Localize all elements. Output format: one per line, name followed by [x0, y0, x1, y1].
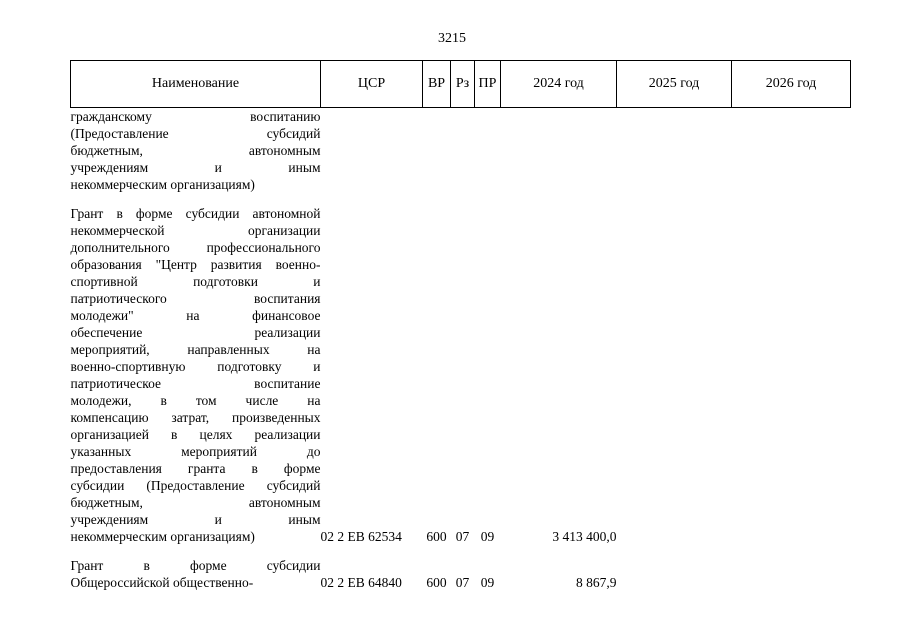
name-line: спортивной подготовки и	[70, 274, 321, 289]
header-2025: 2025 год	[617, 61, 732, 108]
header-csr: ЦСР	[321, 61, 423, 108]
table-header	[71, 61, 851, 108]
name-line: некоммерческим организациям)	[70, 529, 255, 544]
name-line: учреждениям и иным	[70, 160, 321, 175]
header-pr: ПР	[475, 61, 501, 108]
name-line: некоммерческой организации	[70, 223, 321, 238]
row-y2024-cell	[501, 108, 617, 194]
row-name-cell	[71, 557, 321, 591]
name-line: образования "Центр развития военно-	[70, 257, 321, 272]
table-row	[71, 205, 851, 545]
row-y2025-cell	[617, 557, 732, 591]
header-vr: ВР	[423, 61, 451, 108]
row-y2024-cell: 3 413 400,0	[552, 529, 617, 544]
row-y2024-cell: 8 867,9	[576, 575, 617, 590]
table-body	[71, 108, 851, 592]
row-y2026-cell	[732, 205, 851, 545]
name-line: субсидии (Предоставление субсидий	[70, 478, 321, 493]
row-vr-cell	[423, 108, 451, 194]
name-line: бюджетным, автономным	[70, 143, 321, 158]
table-row	[71, 108, 851, 194]
name-line: Грант в форме субсидии автономной	[70, 206, 321, 221]
row-y2026-cell	[732, 108, 851, 194]
budget-table	[70, 60, 851, 591]
row-csr-cell	[321, 108, 423, 194]
row-spacer	[71, 545, 851, 557]
row-pr-cell: 09	[480, 529, 495, 544]
name-line: молодежи, в том числе на	[70, 393, 321, 408]
row-rz-cell	[451, 108, 475, 194]
row-pr-cell: 09	[480, 575, 495, 590]
name-line: военно-спортивную подготовку и	[70, 359, 321, 374]
row-y2026-cell	[732, 557, 851, 591]
name-line: компенсацию затрат, произведенных	[70, 410, 321, 425]
name-line: патриотическое воспитание	[70, 376, 321, 391]
name-line: мероприятий, направленных на	[70, 342, 321, 357]
row-y2025-cell	[617, 108, 732, 194]
name-line: указанных мероприятий до	[70, 444, 321, 459]
page-number: 3215	[438, 31, 466, 46]
name-line: (Предоставление субсидий	[70, 126, 321, 141]
name-line: обеспечение реализации	[70, 325, 321, 340]
header-2024: 2024 год	[501, 61, 617, 108]
name-line: учреждениям и иным	[70, 512, 321, 527]
name-line: Общероссийской общественно-	[70, 575, 254, 590]
header-rz: Рз	[451, 61, 475, 108]
row-spacer	[71, 193, 851, 205]
name-line: предоставления гранта в форме	[70, 461, 321, 476]
name-line: Грант в форме субсидии	[70, 558, 321, 573]
row-rz-cell: 07	[455, 575, 470, 590]
row-y2025-cell	[617, 205, 732, 545]
row-name-cell	[71, 108, 321, 194]
name-line: некоммерческим организациям)	[70, 177, 255, 192]
row-vr-cell: 600	[426, 575, 447, 590]
row-csr-cell: 02 2 ЕВ 64840	[320, 575, 402, 590]
row-csr-cell: 02 2 ЕВ 62534	[320, 529, 402, 544]
header-2026: 2026 год	[732, 61, 851, 108]
name-line: дополнительного профессионального	[70, 240, 321, 255]
row-vr-cell: 600	[426, 529, 447, 544]
table-row	[71, 557, 851, 591]
name-line: молодежи" на финансовое	[70, 308, 321, 323]
name-line: гражданскому воспитанию	[70, 109, 321, 124]
row-pr-cell	[475, 108, 501, 194]
name-line: бюджетным, автономным	[70, 495, 321, 510]
name-line: патриотического воспитания	[70, 291, 321, 306]
row-rz-cell: 07	[455, 529, 470, 544]
header-name: Наименование	[71, 61, 321, 108]
row-name-cell	[71, 205, 321, 545]
name-line: организацией в целях реализации	[70, 427, 321, 442]
